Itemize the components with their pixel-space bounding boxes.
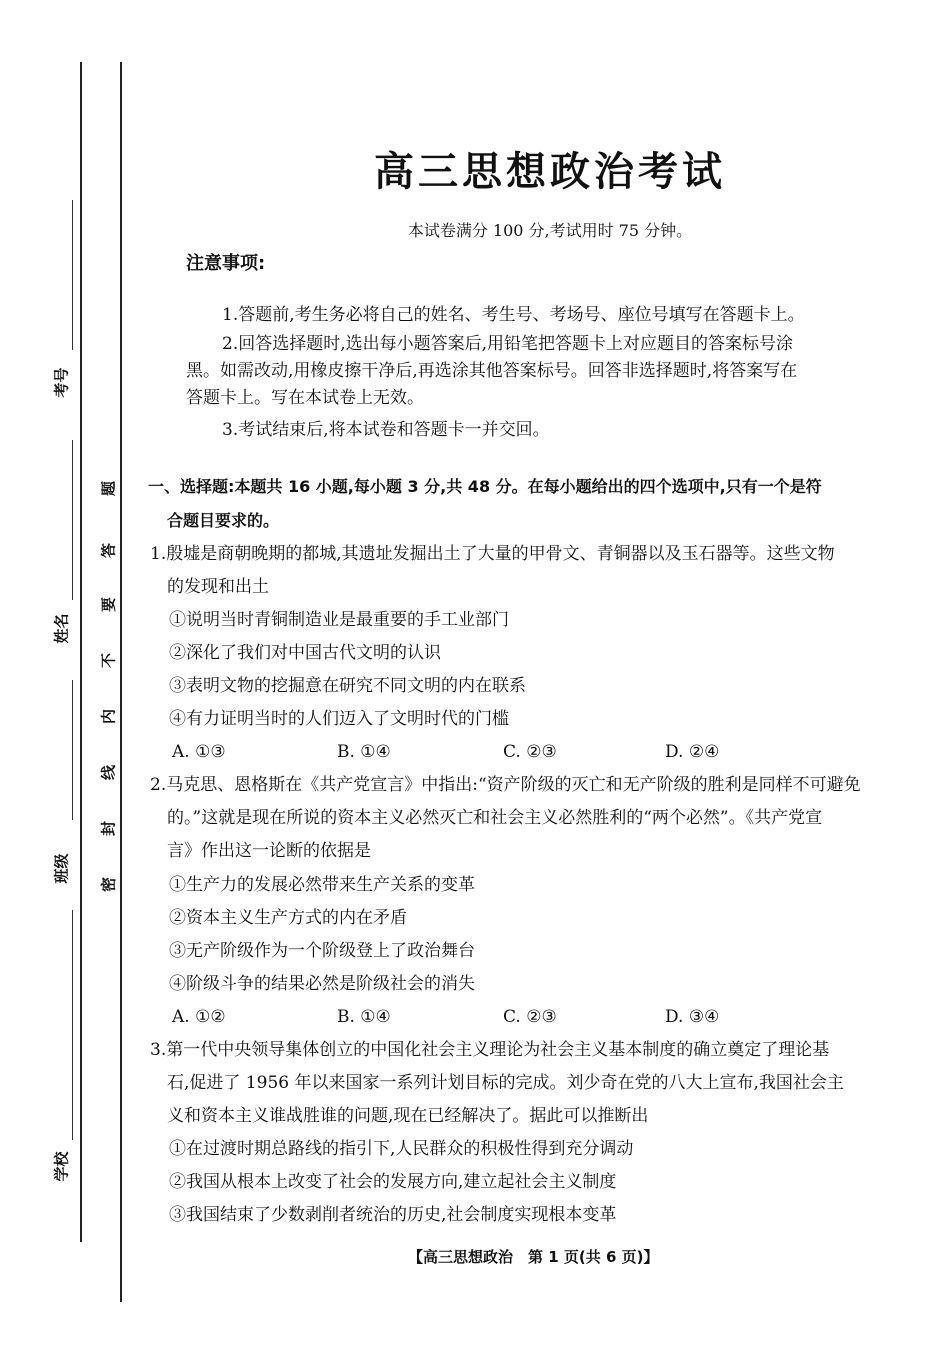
option-d: D. ②④ [665,742,720,762]
option-d: D. ③④ [665,1007,720,1027]
notes-line: 3.考试结束后,将本试卷和答题卡一并交回。 [222,420,550,440]
seal-char: 题 [99,481,118,497]
option-c: C. ②③ [503,742,557,762]
class-blank [72,680,73,820]
question-item: ①说明当时青铜制造业是最重要的手工业部门 [169,610,509,630]
notes-line: 2.回答选择题时,选出每小题答案后,用铅笔把答题卡上对应题目的答案标号涂 [222,334,794,354]
exam-no-blank [72,200,73,350]
option-a: A. ①③ [172,742,226,762]
name-label: 姓名 [52,613,71,644]
question-stem: 石,促进了 1956 年以来国家一系列计划目标的完成。刘少奇在党的八大上宣布,我国社会主 [167,1073,844,1093]
question-stem: 2.马克思、恩格斯在《共产党宣言》中指出:“资产阶级的灭亡和无产阶级的胜利是同样不可避免 [150,775,861,795]
school-label: 学校 [52,1151,71,1182]
name-blank [72,440,73,600]
notes-line: 1.答题前,考生务必将自己的姓名、考生号、考场号、座位号填写在答题卡上。 [222,305,805,325]
margin-line-right [120,62,122,1302]
question-stem: 的发现和出土 [167,577,269,597]
question-stem: 1.殷墟是商朝晚期的都城,其遗址发掘出土了大量的甲骨文、青铜器以及玉石器等。这些文物 [150,544,835,564]
page-footer: 【高三思想政治 第 1 页(共 6 页)】 [408,1248,659,1266]
seal-char: 不 [99,653,118,669]
question-item: ③我国结束了少数剥削者统治的历史,社会制度实现根本变革 [169,1205,617,1225]
option-a: A. ①② [172,1007,226,1027]
question-item: ③表明文物的挖掘意在研究不同文明的内在联系 [169,676,526,696]
question-item: ①在过渡时期总路线的指引下,人民群众的积极性得到充分调动 [169,1139,634,1159]
class-label: 班级 [52,853,71,884]
seal-char: 内 [99,709,118,725]
question-item: ③无产阶级作为一个阶级登上了政治舞台 [169,941,475,961]
seal-char: 答 [99,543,118,559]
notes-heading: 注意事项: [186,253,266,274]
question-item: ①生产力的发展必然带来生产关系的变革 [169,875,475,895]
seal-char: 要 [99,597,118,613]
notes-line: 黑。如需改动,用橡皮擦干净后,再选涂其他答案标号。回答非选择题时,将答案写在 [186,361,798,381]
exam-info: 本试卷满分 100 分,考试用时 75 分钟。 [407,221,693,240]
question-item: ④有力证明当时的人们迈入了文明时代的门槛 [169,709,509,729]
question-item: ④阶级斗争的结果必然是阶级社会的消失 [169,974,475,994]
section-heading: 一、选择题:本题共 16 小题,每小题 3 分,共 48 分。在每小题给出的四个选项中,只有一个是符 [148,477,822,496]
page-title: 高三思想政治考试 [374,149,726,195]
seal-char: 封 [99,821,118,837]
question-item: ②资本主义生产方式的内在矛盾 [169,908,407,928]
option-b: B. ①④ [337,742,391,762]
margin-line-left [80,62,82,1242]
question-stem: 3.第一代中央领导集体创立的中国化社会主义理论为社会主义基本制度的确立奠定了理论基 [150,1040,830,1060]
option-b: B. ①④ [337,1007,391,1027]
question-stem: 义和资本主义谁战胜谁的问题,现在已经解决了。据此可以推断出 [167,1106,649,1126]
section-heading-cont: 合题目要求的。 [167,511,280,530]
seal-char: 线 [99,765,118,781]
option-c: C. ②③ [503,1007,557,1027]
school-blank [72,910,73,1140]
question-item: ②深化了我们对中国古代文明的认识 [169,643,441,663]
question-stem: 的。”这就是现在所说的资本主义必然灭亡和社会主义必然胜利的“两个必然”。《共产党宣 [167,808,823,828]
question-stem: 言》作出这一论断的依据是 [167,841,371,861]
seal-char: 密 [99,877,118,893]
notes-line: 答题卡上。写在本试卷上无效。 [186,388,424,408]
question-item: ②我国从根本上改变了社会的发展方向,建立起社会主义制度 [169,1172,617,1192]
exam-no-label: 考号 [52,367,71,398]
